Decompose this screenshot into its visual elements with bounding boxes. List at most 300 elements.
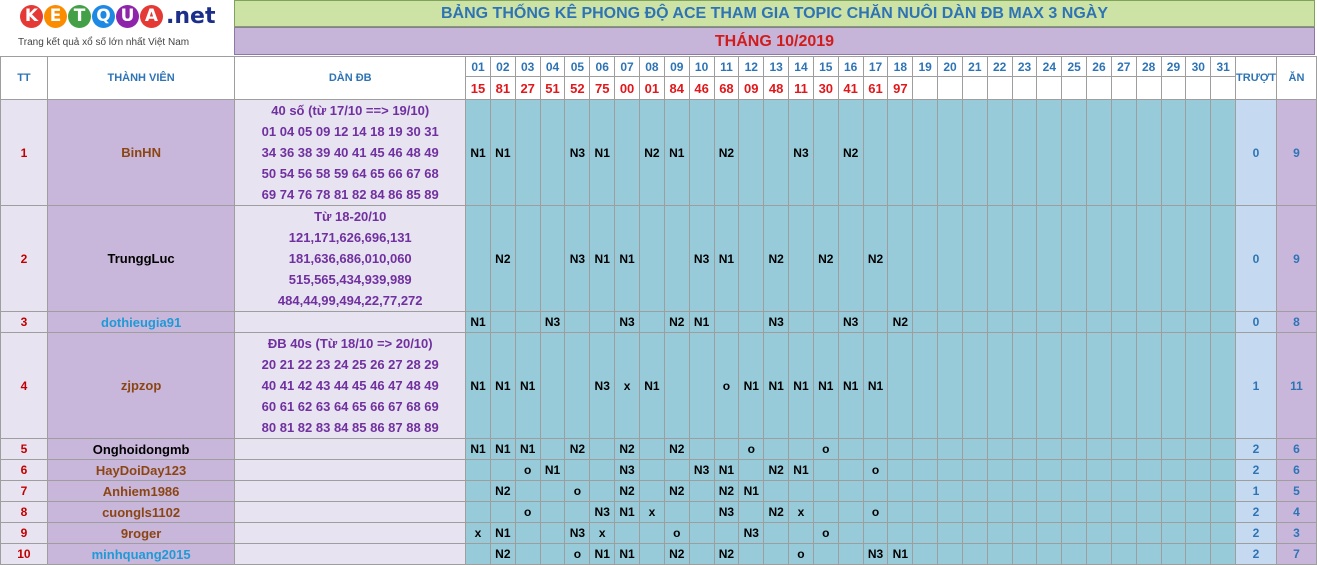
day-cell	[540, 333, 565, 439]
day-cell	[938, 544, 963, 565]
day-cell	[962, 481, 987, 502]
day-cell	[689, 523, 714, 544]
day-cell: N1	[466, 312, 491, 333]
day-cell	[987, 206, 1012, 312]
day-cell: N3	[838, 312, 863, 333]
day-cell	[838, 460, 863, 481]
day-cell	[689, 100, 714, 206]
day-cell: o	[863, 502, 888, 523]
day-cell	[739, 100, 764, 206]
day-cell: N2	[714, 100, 739, 206]
day-cell	[913, 481, 938, 502]
day-cell: N3	[565, 100, 590, 206]
day-header: 31	[1211, 57, 1236, 77]
day-cell	[863, 481, 888, 502]
day-cell	[1012, 544, 1037, 565]
day-cell	[1062, 206, 1087, 312]
day-cell	[913, 312, 938, 333]
member-row	[1, 206, 1317, 312]
day-cell	[1012, 460, 1037, 481]
logo-brand	[20, 4, 215, 29]
day-cell: N3	[565, 523, 590, 544]
day-cell	[1211, 312, 1236, 333]
dan-line: 40 41 42 43 44 45 46 47 48 49	[261, 378, 439, 393]
day-cell: N3	[689, 460, 714, 481]
logo-letter: T	[68, 5, 91, 28]
member-row	[1, 502, 1317, 523]
day-cell	[689, 502, 714, 523]
day-cell	[1012, 206, 1037, 312]
an-count: 5	[1276, 481, 1316, 502]
truot-count: 0	[1236, 100, 1277, 206]
day-header: 17	[863, 57, 888, 77]
result-cell: 68	[714, 77, 739, 100]
day-cell	[1087, 502, 1112, 523]
day-cell	[863, 439, 888, 460]
day-cell	[515, 100, 540, 206]
page-title: BẢNG THỐNG KÊ PHONG ĐỘ ACE THAM GIA TOPIC CHĂN NUÔI DÀN ĐB MAX 3 NGÀY	[234, 0, 1315, 27]
day-cell	[639, 481, 664, 502]
day-cell: N3	[615, 312, 640, 333]
day-cell	[1211, 333, 1236, 439]
day-cell	[1037, 460, 1062, 481]
day-cell	[1111, 502, 1136, 523]
day-header: 14	[789, 57, 814, 77]
result-cell: 52	[565, 77, 590, 100]
day-cell	[938, 502, 963, 523]
header-dan: DÀN ĐB	[235, 57, 466, 100]
logo-letter: Q	[92, 5, 115, 28]
day-cell: N1	[490, 100, 515, 206]
an-count: 9	[1276, 206, 1316, 312]
result-cell: 51	[540, 77, 565, 100]
day-cell: N1	[764, 333, 789, 439]
day-cell	[1087, 439, 1112, 460]
day-cell	[1087, 333, 1112, 439]
day-cell	[1111, 523, 1136, 544]
day-cell: o	[813, 523, 838, 544]
day-cell	[1037, 100, 1062, 206]
day-cell	[1037, 206, 1062, 312]
day-cell	[913, 206, 938, 312]
day-cell	[739, 460, 764, 481]
member-name[interactable]: Onghoidongmb	[47, 439, 235, 460]
day-cell	[987, 544, 1012, 565]
day-cell: N1	[490, 523, 515, 544]
ketqua-logo[interactable]	[0, 0, 233, 56]
day-cell	[1186, 460, 1211, 481]
day-cell: N2	[490, 481, 515, 502]
truot-count: 0	[1236, 206, 1277, 312]
day-cell	[913, 523, 938, 544]
day-cell	[466, 206, 491, 312]
day-cell	[714, 439, 739, 460]
day-header: 22	[987, 57, 1012, 77]
day-header: 04	[540, 57, 565, 77]
day-cell	[987, 502, 1012, 523]
day-cell	[1062, 544, 1087, 565]
day-cell: N1	[863, 333, 888, 439]
an-count: 9	[1276, 100, 1316, 206]
member-row	[1, 333, 1317, 439]
day-cell	[1161, 481, 1186, 502]
logo-letter: A	[140, 5, 163, 28]
day-cell	[764, 100, 789, 206]
day-cell	[739, 502, 764, 523]
day-cell: N2	[813, 206, 838, 312]
result-cell	[1161, 77, 1186, 100]
day-cell	[1161, 100, 1186, 206]
day-cell	[1087, 312, 1112, 333]
member-name[interactable]: TrunggLuc	[47, 206, 235, 312]
day-cell	[888, 460, 913, 481]
member-name[interactable]: dothieugia91	[47, 312, 235, 333]
day-cell: x	[789, 502, 814, 523]
day-cell: N3	[565, 206, 590, 312]
result-cell: 41	[838, 77, 863, 100]
day-cell	[1211, 502, 1236, 523]
day-cell	[938, 333, 963, 439]
day-cell	[987, 481, 1012, 502]
member-row	[1, 460, 1317, 481]
day-cell	[838, 502, 863, 523]
day-cell	[1012, 100, 1037, 206]
day-cell	[689, 439, 714, 460]
day-cell	[789, 481, 814, 502]
day-cell: N1	[714, 460, 739, 481]
day-cell	[1186, 544, 1211, 565]
day-cell: N3	[714, 502, 739, 523]
header-an: ĂN	[1276, 57, 1316, 100]
an-count: 6	[1276, 439, 1316, 460]
member-row	[1, 481, 1317, 502]
day-cell: N1	[615, 544, 640, 565]
dan-line: 69 74 76 78 81 82 84 86 85 89	[261, 187, 439, 202]
result-cell	[1186, 77, 1211, 100]
day-cell	[1037, 312, 1062, 333]
day-header: 24	[1037, 57, 1062, 77]
day-cell	[739, 544, 764, 565]
stats-table	[0, 56, 1317, 565]
day-cell	[540, 502, 565, 523]
member-name[interactable]: 9roger	[47, 523, 235, 544]
result-cell: 61	[863, 77, 888, 100]
day-header: 18	[888, 57, 913, 77]
day-cell	[1111, 439, 1136, 460]
dan-line: 34 36 38 39 40 41 45 46 48 49	[261, 145, 439, 160]
day-cell: N2	[664, 312, 689, 333]
result-cell	[913, 77, 938, 100]
day-header: 29	[1161, 57, 1186, 77]
day-cell	[1012, 439, 1037, 460]
logo-letter: U	[116, 5, 139, 28]
dan-db	[235, 100, 466, 206]
result-cell	[987, 77, 1012, 100]
day-cell	[1037, 439, 1062, 460]
day-cell	[888, 439, 913, 460]
dan-line: 515,565,434,939,989	[288, 272, 412, 287]
day-cell	[1161, 523, 1186, 544]
member-name[interactable]: zjpzop	[47, 333, 235, 439]
day-cell	[789, 439, 814, 460]
dan-db	[235, 206, 466, 312]
dan-line: 181,636,686,010,060	[288, 251, 412, 266]
day-cell: N3	[863, 544, 888, 565]
day-cell	[1211, 206, 1236, 312]
day-cell: N2	[764, 460, 789, 481]
member-name[interactable]: cuongls1102	[47, 502, 235, 523]
row-number: 10	[1, 544, 48, 565]
day-header: 21	[962, 57, 987, 77]
day-cell: o	[739, 439, 764, 460]
an-count: 4	[1276, 502, 1316, 523]
member-row	[1, 439, 1317, 460]
day-cell	[813, 100, 838, 206]
member-name[interactable]: BinHN	[47, 100, 235, 206]
truot-count: 0	[1236, 312, 1277, 333]
day-cell	[540, 206, 565, 312]
day-cell	[490, 312, 515, 333]
day-cell	[1161, 460, 1186, 481]
day-cell: N2	[764, 206, 789, 312]
day-cell	[913, 544, 938, 565]
day-cell	[1062, 502, 1087, 523]
day-cell	[664, 460, 689, 481]
day-cell	[838, 523, 863, 544]
day-cell	[838, 206, 863, 312]
row-number: 1	[1, 100, 48, 206]
day-cell	[540, 481, 565, 502]
day-cell	[987, 439, 1012, 460]
day-cell: o	[813, 439, 838, 460]
day-cell: N3	[615, 460, 640, 481]
day-cell	[1087, 206, 1112, 312]
day-cell: N1	[615, 502, 640, 523]
day-cell: N1	[838, 333, 863, 439]
day-cell	[1012, 481, 1037, 502]
day-cell: N1	[664, 100, 689, 206]
day-cell	[888, 502, 913, 523]
day-cell	[739, 206, 764, 312]
day-header: 27	[1111, 57, 1136, 77]
member-row	[1, 544, 1317, 565]
day-cell	[515, 206, 540, 312]
day-cell	[813, 502, 838, 523]
day-cell	[1161, 206, 1186, 312]
member-name[interactable]: Anhiem1986	[47, 481, 235, 502]
day-cell	[1136, 523, 1161, 544]
day-cell	[1136, 460, 1161, 481]
day-cell	[1211, 523, 1236, 544]
day-cell: N1	[689, 312, 714, 333]
day-cell	[1062, 333, 1087, 439]
day-cell: N2	[490, 206, 515, 312]
day-cell	[913, 333, 938, 439]
day-header: 26	[1087, 57, 1112, 77]
header-truot: TRƯỢT	[1236, 57, 1277, 100]
day-cell	[664, 502, 689, 523]
day-cell	[540, 523, 565, 544]
day-cell	[1211, 460, 1236, 481]
member-row	[1, 100, 1317, 206]
day-cell: N2	[639, 100, 664, 206]
day-cell	[689, 544, 714, 565]
day-cell: N2	[714, 481, 739, 502]
dan-line: 20 21 22 23 24 25 26 27 28 29	[261, 357, 439, 372]
dan-db	[235, 523, 466, 544]
day-cell	[1037, 502, 1062, 523]
day-cell	[1087, 481, 1112, 502]
truot-count: 2	[1236, 544, 1277, 565]
day-cell	[590, 481, 615, 502]
day-cell	[1136, 206, 1161, 312]
day-cell	[565, 312, 590, 333]
day-header: 06	[590, 57, 615, 77]
day-cell: N1	[490, 439, 515, 460]
day-cell	[466, 502, 491, 523]
day-header: 16	[838, 57, 863, 77]
day-cell	[615, 523, 640, 544]
day-cell: N2	[764, 502, 789, 523]
day-cell	[987, 312, 1012, 333]
day-header: 07	[615, 57, 640, 77]
day-header: 13	[764, 57, 789, 77]
result-cell	[1111, 77, 1136, 100]
an-count: 8	[1276, 312, 1316, 333]
day-cell: N1	[888, 544, 913, 565]
day-cell	[1062, 100, 1087, 206]
day-cell	[1136, 502, 1161, 523]
logo-tagline: Trang kết quả xổ số lớn nhất Việt Nam	[18, 37, 190, 48]
day-cell	[1062, 312, 1087, 333]
day-cell: N2	[888, 312, 913, 333]
day-cell	[813, 312, 838, 333]
day-cell	[1211, 481, 1236, 502]
day-cell	[764, 544, 789, 565]
day-cell	[1012, 333, 1037, 439]
day-cell	[1186, 481, 1211, 502]
day-cell	[1136, 333, 1161, 439]
day-cell	[615, 100, 640, 206]
day-cell	[1186, 312, 1211, 333]
dan-line: 80 81 82 83 84 85 86 87 88 89	[261, 420, 439, 435]
result-cell	[1062, 77, 1087, 100]
day-cell	[639, 544, 664, 565]
dan-line: 484,44,99,494,22,77,272	[277, 293, 423, 308]
day-cell: N1	[466, 100, 491, 206]
day-header: 11	[714, 57, 739, 77]
dan-line: ĐB 40s (Từ 18/10 => 20/10)	[267, 336, 433, 351]
dan-db	[235, 460, 466, 481]
day-cell	[1037, 481, 1062, 502]
row-number: 5	[1, 439, 48, 460]
day-cell: N2	[714, 544, 739, 565]
day-cell	[962, 439, 987, 460]
day-cell	[813, 460, 838, 481]
day-cell	[515, 544, 540, 565]
result-cell: 09	[739, 77, 764, 100]
day-header: 08	[639, 57, 664, 77]
day-cell	[515, 523, 540, 544]
day-cell	[913, 460, 938, 481]
day-cell	[1211, 439, 1236, 460]
day-cell	[565, 333, 590, 439]
day-cell: o	[863, 460, 888, 481]
day-cell: N2	[664, 481, 689, 502]
day-cell	[1111, 312, 1136, 333]
day-cell	[962, 460, 987, 481]
day-cell	[515, 312, 540, 333]
day-cell	[1062, 523, 1087, 544]
day-cell	[466, 481, 491, 502]
day-cell	[938, 439, 963, 460]
day-cell	[1211, 544, 1236, 565]
truot-count: 2	[1236, 502, 1277, 523]
day-cell	[1136, 439, 1161, 460]
row-number: 6	[1, 460, 48, 481]
day-cell	[466, 544, 491, 565]
day-cell	[1136, 312, 1161, 333]
day-cell	[1111, 333, 1136, 439]
day-cell	[863, 312, 888, 333]
day-cell: o	[664, 523, 689, 544]
day-cell	[962, 312, 987, 333]
member-name[interactable]: HayDoiDay123	[47, 460, 235, 481]
result-cell	[1037, 77, 1062, 100]
day-cell	[1111, 206, 1136, 312]
day-cell	[714, 523, 739, 544]
day-cell: N3	[590, 333, 615, 439]
day-cell	[888, 206, 913, 312]
day-header: 23	[1012, 57, 1037, 77]
day-cell	[962, 333, 987, 439]
day-cell	[987, 460, 1012, 481]
day-cell	[764, 439, 789, 460]
result-cell	[1136, 77, 1161, 100]
day-cell	[664, 206, 689, 312]
day-cell: N1	[615, 206, 640, 312]
day-cell: o	[515, 460, 540, 481]
an-count: 3	[1276, 523, 1316, 544]
day-cell: N2	[490, 544, 515, 565]
day-cell	[888, 333, 913, 439]
day-cell	[838, 481, 863, 502]
result-cell: 48	[764, 77, 789, 100]
an-count: 6	[1276, 460, 1316, 481]
row-number: 4	[1, 333, 48, 439]
day-cell	[962, 544, 987, 565]
day-cell	[1062, 460, 1087, 481]
day-cell	[1012, 312, 1037, 333]
day-cell	[540, 544, 565, 565]
day-cell: N2	[863, 206, 888, 312]
day-cell	[1136, 544, 1161, 565]
result-cell: 84	[664, 77, 689, 100]
truot-count: 2	[1236, 523, 1277, 544]
day-cell: N1	[739, 481, 764, 502]
day-cell	[789, 206, 814, 312]
member-name[interactable]: minhquang2015	[47, 544, 235, 565]
result-cell: 27	[515, 77, 540, 100]
result-cell	[1012, 77, 1037, 100]
day-cell	[962, 523, 987, 544]
truot-count: 1	[1236, 333, 1277, 439]
day-cell	[1186, 502, 1211, 523]
dan-db	[235, 439, 466, 460]
result-cell: 75	[590, 77, 615, 100]
day-cell	[490, 460, 515, 481]
truot-count: 2	[1236, 439, 1277, 460]
